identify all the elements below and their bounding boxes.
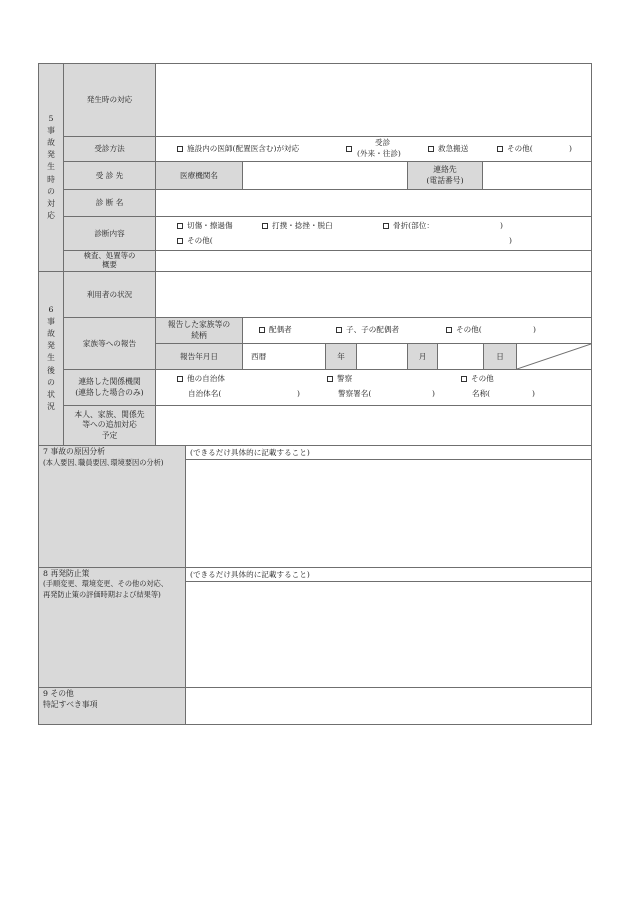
diagonal-slash-icon bbox=[517, 344, 591, 369]
checkbox-icon bbox=[327, 376, 333, 382]
agency-label-line2: (連絡した場合のみ) bbox=[75, 387, 144, 397]
section-9-subtitle: 特記すべき事項 bbox=[43, 700, 98, 710]
report-date-month-field[interactable] bbox=[437, 343, 484, 370]
content-opt-cut[interactable]: 切傷・擦過傷 bbox=[177, 222, 233, 230]
report-date-day-label: 日 bbox=[483, 343, 517, 370]
sec6-v1: 事 bbox=[47, 317, 55, 327]
exam-label-line2: 概要 bbox=[102, 260, 117, 269]
user-status-label: 利用者の状況 bbox=[63, 271, 156, 318]
contact-label-line2: (電話番号) bbox=[426, 175, 464, 185]
checkbox-icon bbox=[383, 223, 389, 229]
consult-method-label: 受診方法 bbox=[63, 136, 156, 162]
checkbox-icon bbox=[461, 376, 467, 382]
sec6-v8: 況 bbox=[47, 401, 55, 411]
report-date-year-label: 年 bbox=[325, 343, 357, 370]
consult-opt-ambulance[interactable]: 救急搬送 bbox=[428, 145, 468, 153]
agency-label bbox=[63, 369, 156, 406]
hospital-label: 受 診 先 bbox=[63, 161, 156, 190]
followup-label bbox=[63, 405, 156, 446]
section-8-label bbox=[38, 567, 186, 688]
user-status-field[interactable] bbox=[155, 271, 592, 318]
sec5-v0: 5 bbox=[48, 114, 54, 124]
sec5-v2: 故 bbox=[47, 138, 55, 148]
section-8-instruction: (できるだけ具体的に記載すること) bbox=[185, 567, 592, 582]
followup-label-line2: 等への追加対応 bbox=[82, 420, 137, 430]
relation-opt-other-close: ) bbox=[533, 325, 536, 334]
agency-other-close: ) bbox=[532, 389, 535, 398]
relation-label-line2: 続柄 bbox=[191, 330, 207, 340]
sec6-v3: 発 bbox=[47, 341, 55, 351]
diagnosis-content-label: 診断内容 bbox=[63, 216, 156, 251]
checkbox-icon bbox=[177, 376, 183, 382]
exam-field[interactable] bbox=[155, 250, 592, 272]
agency-police-name: 警察署名( bbox=[338, 389, 372, 398]
sec5-v4: 生 bbox=[47, 162, 55, 172]
consult-opt-visit-line2: (外来・往診) bbox=[357, 149, 401, 158]
agency-municipality-close: ) bbox=[297, 389, 300, 398]
checkbox-icon bbox=[177, 146, 183, 152]
content-opt-bruise[interactable]: 打撲・捻挫・脱臼 bbox=[262, 222, 333, 230]
followup-label-line1: 本人、家族、関係先 bbox=[74, 410, 145, 420]
agency-opt-municipality[interactable]: 他の自治体 bbox=[177, 375, 225, 383]
sec5-v1: 事 bbox=[47, 126, 55, 136]
section-7-label bbox=[38, 445, 186, 568]
agency-label-line1: 連絡した関係機関 bbox=[78, 376, 141, 386]
checkbox-icon bbox=[177, 223, 183, 229]
sec6-v6: の bbox=[47, 377, 55, 387]
checkbox-icon bbox=[259, 327, 265, 333]
report-date-year-field[interactable] bbox=[356, 343, 408, 370]
followup-label-line3: 予定 bbox=[101, 430, 118, 440]
section-9-field[interactable] bbox=[185, 687, 592, 725]
agency-other-name: 名称( bbox=[472, 389, 491, 398]
hospital-name-field[interactable] bbox=[242, 161, 408, 190]
contact-label bbox=[407, 161, 483, 190]
checkbox-icon bbox=[497, 146, 503, 152]
report-date-era: 西暦 bbox=[242, 343, 326, 370]
section-9-label bbox=[38, 687, 186, 725]
checkbox-icon bbox=[177, 238, 183, 244]
agency-police-close: ) bbox=[432, 389, 435, 398]
checkbox-icon bbox=[428, 146, 434, 152]
response-label: 発生時の対応 bbox=[63, 63, 156, 137]
consult-opt-visit-line1: 受診 bbox=[375, 138, 391, 147]
section-7-field[interactable] bbox=[185, 459, 592, 568]
consult-opt-other[interactable]: その他( bbox=[497, 145, 533, 153]
response-field[interactable] bbox=[155, 63, 592, 137]
checkbox-icon bbox=[262, 223, 268, 229]
relation-opt-other[interactable]: その他( bbox=[446, 326, 482, 334]
sec5-v6: の bbox=[47, 186, 55, 196]
section-5-vertical-label bbox=[38, 63, 64, 272]
consult-opt-facility[interactable]: 施設内の医師(配置医含む)が対応 bbox=[177, 145, 299, 153]
relation-field bbox=[242, 317, 592, 344]
exam-label-line1: 検査、処置等の bbox=[83, 251, 136, 261]
section-7-title: 7 事故の原因分析 bbox=[43, 447, 106, 456]
diagnosis-name-label: 診 断 名 bbox=[63, 189, 156, 217]
sec5-v7: 対 bbox=[47, 198, 55, 208]
report-date-slash-cell bbox=[516, 343, 592, 370]
checkbox-icon bbox=[336, 327, 342, 333]
sec6-v7: 状 bbox=[47, 389, 55, 399]
sec5-v3: 発 bbox=[47, 150, 55, 160]
section-8-sub1: (手順変更、環境変更、その他の対応、 bbox=[43, 579, 168, 589]
section-8-sub2: 再発防止策の評価時期および結果等) bbox=[43, 589, 161, 599]
content-opt-other-close: ) bbox=[509, 236, 512, 245]
sec5-v8: 応 bbox=[47, 210, 55, 220]
exam-label bbox=[63, 250, 156, 272]
section-7-subtitle: (本人要因､職員要因､環境要因の分析) bbox=[43, 457, 164, 467]
sec5-v5: 時 bbox=[47, 174, 55, 184]
contact-label-line1: 連絡先 bbox=[433, 165, 457, 175]
section-6-vertical-label bbox=[38, 271, 64, 446]
content-opt-fracture[interactable]: 骨折(部位： bbox=[383, 222, 434, 230]
consult-opt-visit-checkbox[interactable] bbox=[346, 145, 356, 153]
followup-field[interactable] bbox=[155, 405, 592, 446]
section-8-field[interactable] bbox=[185, 581, 592, 688]
sec6-v4: 生 bbox=[47, 353, 55, 363]
agency-opt-police[interactable]: 警察 bbox=[327, 375, 352, 383]
section-9-title: 9 その他 bbox=[43, 689, 74, 698]
agency-opt-other[interactable]: その他 bbox=[461, 375, 494, 383]
sec6-v0: 6 bbox=[48, 305, 54, 315]
section-8-title: 8 再発防止策 bbox=[43, 569, 90, 578]
consult-opt-other-close: ) bbox=[569, 144, 572, 153]
content-opt-fracture-close: ) bbox=[500, 221, 503, 230]
content-opt-other[interactable]: その他( bbox=[177, 237, 213, 245]
family-report-label: 家族等への報告 bbox=[63, 317, 156, 370]
sec6-v2: 故 bbox=[47, 329, 55, 339]
agency-municipality-name: 自治体名( bbox=[188, 389, 222, 398]
checkbox-icon bbox=[346, 146, 352, 152]
checkbox-icon bbox=[446, 327, 452, 333]
relation-label-line1: 報告した家族等の bbox=[167, 320, 231, 330]
contact-field[interactable] bbox=[482, 161, 592, 190]
hospital-name-label: 医療機関名 bbox=[155, 161, 243, 190]
report-date-month-label: 月 bbox=[407, 343, 438, 370]
section-7-instruction: (できるだけ具体的に記載すること) bbox=[185, 445, 592, 460]
sec6-v5: 後 bbox=[47, 365, 55, 375]
report-date-label: 報告年月日 bbox=[155, 343, 243, 370]
relation-label bbox=[155, 317, 243, 344]
relation-opt-child[interactable]: 子、子の配偶者 bbox=[336, 326, 399, 334]
diagnosis-name-field[interactable] bbox=[155, 189, 592, 217]
relation-opt-spouse[interactable]: 配偶者 bbox=[259, 326, 292, 334]
